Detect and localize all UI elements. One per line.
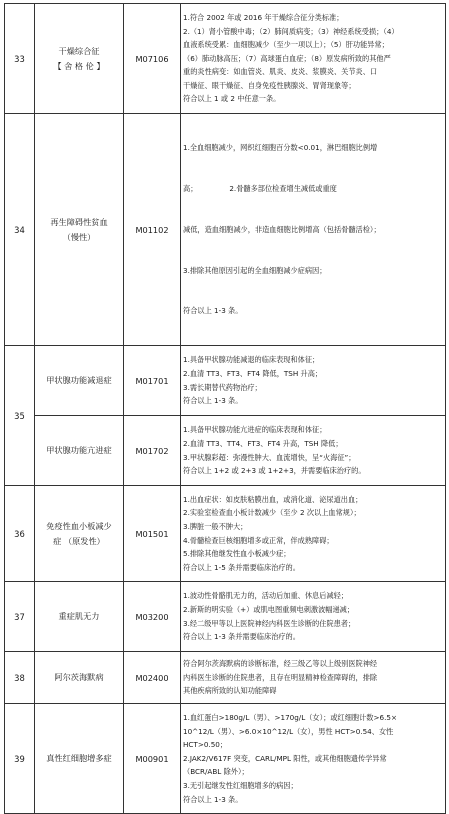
row-number: 35	[5, 346, 35, 486]
criteria-line: 符合以上 1-3 条。	[183, 396, 243, 406]
criteria-line: 重的炎性病变：如血管炎、肌炎、皮炎、浆膜炎、关节炎、口	[183, 67, 378, 77]
disease-name: 重症肌无力	[35, 582, 124, 652]
criteria-line: 符合以上 1-3 条。	[183, 306, 243, 316]
criteria-line: HCT>0.50；	[183, 740, 228, 750]
criteria-line: 符合以上 1-5 条并需要临床治疗的。	[183, 562, 300, 572]
criteria-line: （BCR/ABL 除外）；	[183, 767, 249, 777]
disease-name: 阿尔茨海默病	[35, 652, 124, 704]
row-number: 39	[5, 704, 35, 814]
table-row	[5, 652, 446, 704]
disease-name: 甲状腺功能减退症	[35, 346, 124, 416]
table-row	[5, 114, 446, 346]
criteria-text	[181, 582, 446, 652]
criteria-line: 2.实验室检查血小板计数减少（至少 2 次以上血常规）；	[183, 508, 361, 518]
disease-name: 干燥综合征 【 舍 格 伦 】	[35, 4, 124, 114]
criteria-line: 2.（1）肾小管酸中毒；（2）肺间质病变；（3）神经系统受损；（4）	[183, 26, 399, 36]
criteria-line: 2.血清 TT3、FT3、FT4 降低，TSH 升高；	[183, 369, 323, 378]
criteria-line: 符合以上 1-3 条并需要临床治疗的。	[183, 632, 300, 642]
table-row	[5, 416, 446, 486]
disease-code: M02400	[124, 652, 181, 704]
criteria-line: 1.波动性骨骼肌无力的，活动后加重、休息后减轻；	[183, 591, 348, 601]
criteria-line: 符合以上 1 或 2 中任意一条。	[183, 94, 281, 104]
table-row	[5, 346, 446, 416]
criteria-line: （6）肺动脉高压；（7）高球蛋白血症；（8）原发病所致的其他严	[183, 53, 391, 63]
table-row	[5, 704, 446, 814]
criteria-line: 血液系统受累：血细胞减少（至少一项以上）；（5）肝功能异常；	[183, 40, 389, 50]
disease-code: M07106	[124, 4, 181, 114]
criteria-line: 减低，造血细胞减少，非造血细胞比例增高（包括骨髓活检）；	[183, 224, 381, 234]
criteria-line: 10^12/L（男）、>6.0×10^12/L（女），男性 HCT>0.54、女性	[183, 726, 394, 736]
criteria-text	[181, 346, 446, 416]
criteria-line: 3.排除其他原因引起的全血细胞减少症病因；	[183, 265, 327, 275]
disease-code: M01701	[124, 346, 181, 416]
table-row	[5, 582, 446, 652]
criteria-line: 1.具备甲状腺功能减退的临床表现和体征；	[183, 355, 320, 365]
disease-code: M01702	[124, 416, 181, 486]
criteria-text	[181, 114, 446, 346]
criteria-line: 1.具备甲状腺功能亢进症的临床表现和体征；	[183, 425, 327, 435]
disease-name: 甲状腺功能亢进症	[35, 416, 124, 486]
disease-code: M01501	[124, 486, 181, 582]
row-number: 38	[5, 652, 35, 704]
disease-name: 免疫性血小板减少 症 （原发性）	[35, 486, 124, 582]
disease-code: M00901	[124, 704, 181, 814]
criteria-line: 1.符合 2002 年或 2016 年干燥综合征分类标准；	[183, 12, 344, 22]
criteria-table	[4, 3, 446, 814]
table-row	[5, 486, 446, 582]
disease-code: M01102	[124, 114, 181, 346]
criteria-text	[181, 704, 446, 814]
criteria-line: 符合以上 1+2 或 2+3 或 1+2+3，并需要临床治疗的。	[183, 466, 366, 476]
criteria-line: 高； 2.骨髓多部位检查增生减低或重度	[183, 183, 337, 193]
criteria-line: 3.无引起继发性红细胞增多的病因；	[183, 780, 298, 790]
criteria-line: 3.经二级甲等以上医院神经内科医生诊断的住院患者；	[183, 618, 356, 628]
criteria-line: 干燥征、眼干燥征、自身免疫性胰腺炎、胃肾现象等；	[183, 80, 356, 90]
criteria-text	[181, 652, 446, 704]
criteria-text	[181, 416, 446, 486]
criteria-line: 2.新斯的明实验（+）或肌电图重频电刺激波幅递减；	[183, 605, 355, 614]
row-number: 36	[5, 486, 35, 582]
criteria-line: 内科医生诊断的住院患者，且存在明显精神检查障碍的，排除	[183, 672, 378, 682]
criteria-text	[181, 486, 446, 582]
criteria-line: 3.甲状腺彩超：弥漫性肿大、血流增快，呈“火海征”；	[183, 452, 356, 462]
disease-name: 再生障碍性贫血 （慢性）	[35, 114, 124, 346]
criteria-line: 1.出血症状：如皮肤粘膜出血，或消化道、泌尿道出血；	[183, 494, 363, 504]
criteria-line: 1.全血细胞减少，网织红细胞百分数<0.01，淋巴细胞比例增	[183, 143, 378, 153]
criteria-line: 4.骨髓检查巨核细胞增多或正常，伴成熟障碍；	[183, 535, 334, 545]
criteria-line: 符合以上 1-3 条。	[183, 794, 243, 804]
criteria-line: 2.JAK2/V617F 突变，CARL/MPL 阳性，或其他细胞遗传学异常	[183, 753, 387, 763]
row-number: 33	[5, 4, 35, 114]
row-number: 37	[5, 582, 35, 652]
criteria-line: 符合阿尔茨海默病的诊断标准，经三级乙等以上级别医院神经	[183, 659, 378, 669]
criteria-line: 1.血红蛋白>180g/L（男）、>170g/L（女）；或红细胞计数>6.5×	[183, 713, 397, 723]
criteria-line: 其他疾病所致的认知功能障碍	[183, 686, 277, 696]
criteria-text	[181, 4, 446, 114]
row-number: 34	[5, 114, 35, 346]
criteria-line: 2.血清 TT3、TT4、FT3、FT4 升高，TSH 降低；	[183, 439, 343, 448]
disease-name: 真性红细胞增多症	[35, 704, 124, 814]
criteria-line: 3.需长期替代药物治疗；	[183, 382, 262, 392]
table-row	[5, 4, 446, 114]
criteria-line: 3.脾脏一般不肿大；	[183, 522, 248, 531]
disease-code: M03200	[124, 582, 181, 652]
criteria-line: 5.排除其他继发性血小板减少症；	[183, 549, 291, 559]
